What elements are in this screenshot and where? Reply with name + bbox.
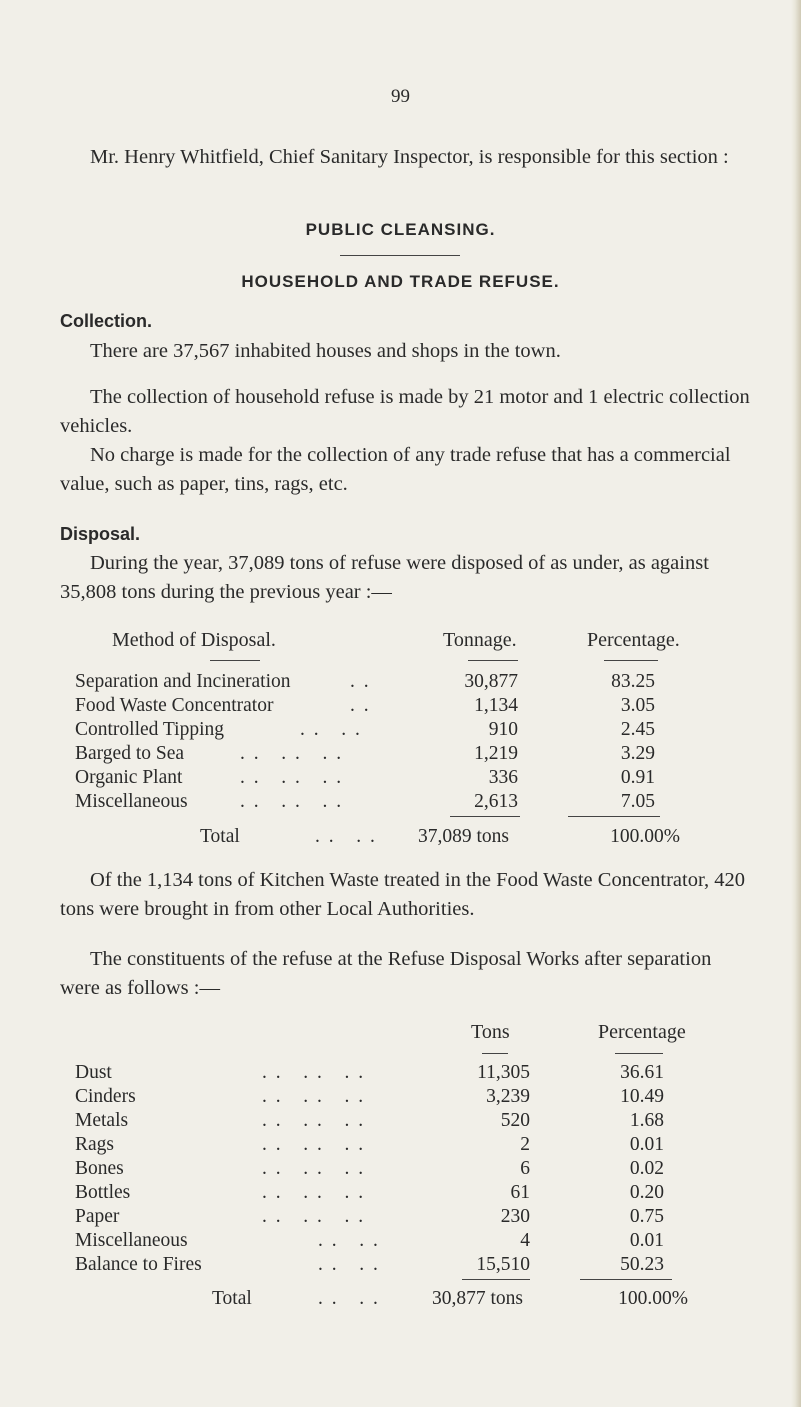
row-tons: 15,510 <box>476 1254 530 1275</box>
table-row <box>0 695 801 719</box>
row-tonnage: 2,613 <box>474 791 518 812</box>
row-percentage: 10.49 <box>620 1086 664 1107</box>
row-label: Bones <box>75 1158 124 1179</box>
row-percentage: 3.05 <box>620 695 655 716</box>
table-total-row <box>0 826 801 850</box>
row-label: Cinders <box>75 1086 136 1107</box>
row-percentage: 0.91 <box>620 767 655 788</box>
leader-dots: . . <box>350 695 371 716</box>
disposal-title: Disposal. <box>60 524 141 544</box>
row-tonnage: 1,134 <box>474 695 518 716</box>
header-rule <box>604 660 658 661</box>
leader-dots: . . . . <box>318 1230 380 1251</box>
intro-paragraph: Mr. Henry Whitfield, Chief Sanitary Inspector, is responsible for this section : <box>90 146 729 168</box>
row-label: Bottles <box>75 1182 131 1203</box>
total-percentage: 100.00% <box>618 1288 688 1309</box>
header-rule <box>482 1053 508 1054</box>
leader-dots: . . . . . . <box>262 1158 366 1179</box>
header-rule <box>615 1053 663 1054</box>
leader-dots: . . <box>350 671 371 692</box>
row-percentage: 0.01 <box>629 1230 664 1251</box>
row-label: Food Waste Concentrator <box>75 695 274 716</box>
leader-dots: . . . . . . <box>262 1134 366 1155</box>
leader-dots: . . . . <box>300 719 362 740</box>
row-percentage: 3.29 <box>620 743 655 764</box>
row-tons: 4 <box>520 1230 530 1251</box>
column-header-tonnage: Tonnage. <box>443 629 517 651</box>
disposal-paragraph-2: Of the 1,134 tons of Kitchen Waste treated in the Food Waste Concentrator, 420 tons were brought in from other Local Authorities. <box>60 869 745 920</box>
row-tons: 2 <box>520 1134 530 1155</box>
row-percentage: 2.45 <box>620 719 655 740</box>
table-row <box>0 743 801 767</box>
table-row <box>0 1062 801 1086</box>
table-row <box>0 791 801 815</box>
row-tonnage: 1,219 <box>474 743 518 764</box>
page-number: 99 <box>391 86 410 107</box>
row-percentage: 0.75 <box>629 1206 664 1227</box>
table-row <box>0 1230 801 1254</box>
leader-dots: . . . . <box>318 1254 380 1275</box>
row-percentage: 36.61 <box>620 1062 664 1083</box>
leader-dots: . . . . <box>318 1288 380 1309</box>
row-label: Balance to Fires <box>75 1254 202 1275</box>
row-percentage: 0.01 <box>629 1134 664 1155</box>
total-label: Total <box>212 1288 252 1309</box>
collection-paragraph-3: No charge is made for the collection of any trade refuse that has a commercial value, such as paper, tins, rags, etc. <box>60 444 731 495</box>
leader-dots: . . . . <box>315 826 377 847</box>
table-row <box>0 719 801 743</box>
leader-dots: . . . . . . <box>262 1062 366 1083</box>
row-tons: 61 <box>510 1182 530 1203</box>
total-rule <box>580 1279 672 1280</box>
leader-dots: . . . . . . <box>240 791 344 812</box>
collection-paragraph-1: There are 37,567 inhabited houses and shops in the town. <box>90 340 561 362</box>
row-tonnage: 336 <box>488 767 518 788</box>
total-rule <box>568 816 660 817</box>
column-header-tons: Tons <box>471 1021 510 1043</box>
row-label: Metals <box>75 1110 129 1131</box>
leader-dots: . . . . . . <box>240 743 344 764</box>
table-total-row <box>0 1288 801 1312</box>
leader-dots: . . . . . . <box>262 1182 366 1203</box>
row-percentage: 50.23 <box>620 1254 664 1275</box>
row-percentage: 0.20 <box>629 1182 664 1203</box>
row-label: Miscellaneous <box>75 791 188 812</box>
leader-dots: . . . . . . <box>262 1110 366 1131</box>
row-label: Barged to Sea <box>75 743 185 764</box>
table-row <box>0 767 801 791</box>
table-row <box>0 1206 801 1230</box>
total-tonnage: 37,089 tons <box>418 826 510 847</box>
leader-dots: . . . . . . <box>262 1206 366 1227</box>
total-label: Total <box>200 826 240 847</box>
collection-title: Collection. <box>60 311 153 331</box>
row-label: Miscellaneous <box>75 1230 188 1251</box>
row-tons: 3,239 <box>486 1086 530 1107</box>
row-tons: 11,305 <box>477 1062 530 1083</box>
row-label: Paper <box>75 1206 120 1227</box>
total-percentage: 100.00% <box>610 826 680 847</box>
table-row <box>0 1134 801 1158</box>
row-tonnage: 30,877 <box>464 671 518 692</box>
row-percentage: 7.05 <box>620 791 655 812</box>
row-tonnage: 910 <box>488 719 518 740</box>
row-label: Rags <box>75 1134 114 1155</box>
disposal-paragraph-1: During the year, 37,089 tons of refuse were disposed of as under, as against 35,808 tons during the previous year :— <box>60 552 709 603</box>
table-row <box>0 1158 801 1182</box>
total-tons: 30,877 tons <box>432 1288 524 1309</box>
leader-dots: . . . . . . <box>262 1086 366 1107</box>
table-row <box>0 1182 801 1206</box>
row-label: Controlled Tipping <box>75 719 224 740</box>
row-label: Dust <box>75 1062 112 1083</box>
heading-divider <box>340 255 460 256</box>
collection-paragraph-2: The collection of household refuse is made by 21 motor and 1 electric collection vehicles. <box>60 386 750 437</box>
table-row <box>0 671 801 695</box>
row-percentage: 1.68 <box>629 1110 664 1131</box>
column-header-percentage: Percentage <box>598 1021 686 1043</box>
table-row <box>0 1110 801 1134</box>
row-percentage: 83.25 <box>611 671 655 692</box>
row-percentage: 0.02 <box>629 1158 664 1179</box>
row-label: Organic Plant <box>75 767 183 788</box>
table-row <box>0 1254 801 1278</box>
total-rule <box>450 816 520 817</box>
total-rule <box>462 1279 530 1280</box>
row-tons: 230 <box>500 1206 530 1227</box>
leader-dots: . . . . . . <box>240 767 344 788</box>
table-row <box>0 1086 801 1110</box>
column-header-method: Method of Disposal. <box>112 629 276 651</box>
sub-heading: HOUSEHOLD AND TRADE REFUSE. <box>241 272 560 291</box>
disposal-paragraph-3: The constituents of the refuse at the Refuse Disposal Works after separation were as follows :— <box>60 948 712 999</box>
main-heading: PUBLIC CLEANSING. <box>305 220 496 239</box>
header-rule <box>468 660 518 661</box>
column-header-percentage: Percentage. <box>587 629 680 651</box>
row-tons: 6 <box>520 1158 530 1179</box>
row-label: Separation and Incineration <box>75 671 291 692</box>
header-rule <box>210 660 260 661</box>
row-tons: 520 <box>500 1110 530 1131</box>
